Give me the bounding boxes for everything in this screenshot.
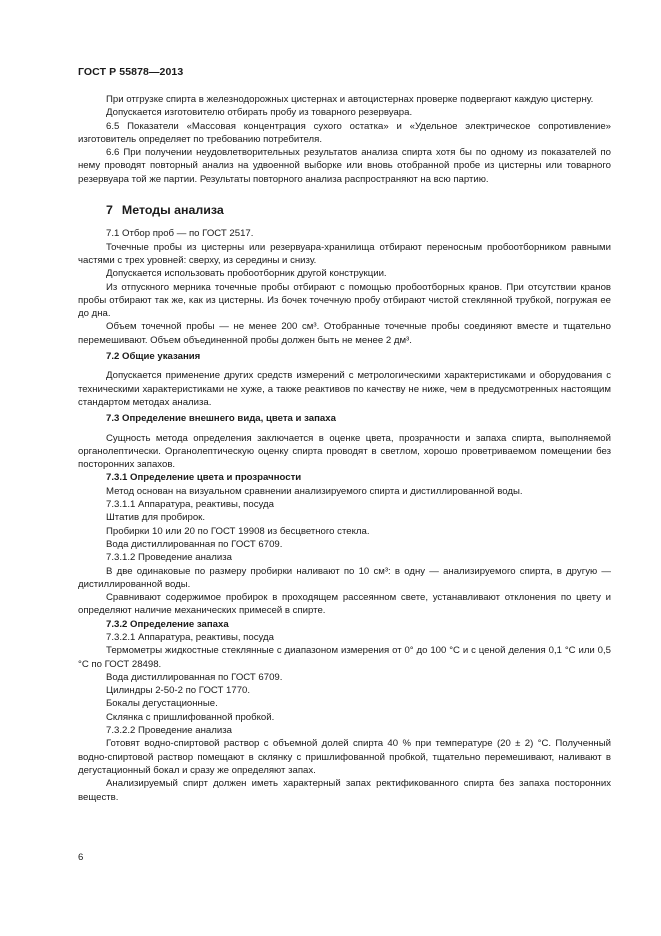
paragraph: Анализируемый спирт должен иметь характерный запах ректификованного спирта без запаха посторонних веществ.	[78, 778, 611, 803]
paragraph: Штатив для пробирок.	[106, 512, 206, 524]
paragraph: Допускается использовать пробоотборник другой конструкции.	[106, 268, 387, 280]
paragraph: Вода дистиллированная по ГОСТ 6709.	[106, 671, 283, 683]
section-heading	[106, 204, 611, 217]
paragraph: 6.5 Показатели «Массовая концентрация сухого остатка» и «Удельное электрическое сопротивление» изготовитель определяет по требованию потребителя.	[78, 120, 611, 145]
paragraph: Точечные пробы из цистерны или резервуара-хранилища отбирают переносным пробоотборником равными частями с трех уровней: сверху, из середины и снизу.	[78, 241, 611, 266]
section-title: Методы анализа	[121, 203, 224, 218]
paragraph: В две одинаковые по размеру пробирки наливают по 10 см³: в одну — анализируемого спирта, в другую — дистиллированной воды.	[78, 565, 611, 590]
paragraph: 7.1 Отбор проб — по ГОСТ 2517.	[106, 228, 254, 240]
section-number: 7	[106, 203, 113, 218]
paragraph: 7.3.2.2 Проведение анализа	[106, 725, 232, 737]
paragraph: 7.3.2.1 Аппаратура, реактивы, посуда	[106, 631, 274, 643]
paragraph: При отгрузке спирта в железнодорожных цистернах и автоцистернах проверке подвергают каждую цистерну.	[106, 94, 594, 105]
document-header: ГОСТ Р 55878—2013	[78, 66, 184, 78]
paragraph: Термометры жидкостные стеклянные с диапазоном измерения от 0° до 100 °С и с ценой деления 0,1 °С или 0,5 °С по ГОСТ 28498.	[78, 645, 611, 670]
subsubsection-heading: 7.3.1 Определение цвета и прозрачности	[106, 472, 302, 484]
paragraph: Бокалы дегустационные.	[106, 698, 218, 710]
paragraph: 7.3.1.2 Проведение анализа	[106, 552, 232, 564]
paragraph: Объем точечной пробы — не менее 200 см³. Отобранные точечные пробы соединяют вместе и тщательно перемешивают. Объем объединенной пробы должен быть не менее 2 дм³.	[78, 321, 611, 346]
paragraph: Сущность метода определения заключается в оценке цвета, прозрачности и запаха спирта, выполняемой органолептически. Органолептическую оценку спирта проводят в светлом, хорошо проветриваемом помещении без посторонних запахов.	[78, 432, 611, 471]
paragraph: Допускается применение других средств измерений с метрологическими характеристиками и оборудования с техническими характеристиками не хуже, а также реактивов по качеству не ниже, чем в предусмотренных настоящим стандартом методах анализа.	[78, 370, 611, 408]
paragraph: 7.3.1.1 Аппаратура, реактивы, посуда	[106, 499, 274, 511]
page-number: 6	[78, 852, 84, 863]
paragraph: Из отпускного мерника точечные пробы отбирают с помощью пробоотборных кранов. При отсутствии кранов пробы отбирают так же, как из цистерны. Из бочек точечную пробу отбирают чистой стеклянной трубкой, погружая ее до дна.	[78, 281, 611, 320]
subsection-heading: 7.2 Общие указания	[106, 351, 201, 363]
paragraph: Допускается изготовителю отбирать пробу из товарного резервуара.	[106, 107, 413, 119]
subsubsection-heading: 7.3.2 Определение запаха	[106, 618, 229, 630]
paragraph: Цилиндры 2-50-2 по ГОСТ 1770.	[106, 685, 251, 697]
document-body	[78, 93, 611, 804]
paragraph: Вода дистиллированная по ГОСТ 6709.	[106, 538, 283, 550]
paragraph: Пробирки 10 или 20 по ГОСТ 19908 из бесцветного стекла.	[106, 525, 370, 537]
paragraph: Склянка с пришлифованной пробкой.	[106, 711, 275, 723]
paragraph: Сравнивают содержимое пробирок в проходящем рассеянном свете, устанавливают отклонения по цвету и определяют наличие механических примесей в спирте.	[78, 592, 611, 617]
subsection-heading: 7.3 Определение внешнего вида, цвета и запаха	[106, 413, 336, 425]
paragraph: 6.6 При получении неудовлетворительных результатов анализа спирта хотя бы по одному из показателей по нему проводят повторный анализ на удвоенной выборке или вновь отобранной пробе из цистерны или товарного резервуара той же партии. Результаты повторного анализа распространяют на всю партию.	[78, 147, 611, 185]
paragraph: Готовят водно-спиртовой раствор с объемной долей спирта 40 % при температуре (20 ± 2) °С. Полученный водно-спиртовой раствор помещают в склянку с пришлифованной пробкой, тщательно перемешивают, наливают в дегустационный бокал и сразу же определяют запах.	[78, 738, 611, 776]
paragraph: Метод основан на визуальном сравнении анализируемого спирта и дистиллированной воды.	[106, 485, 523, 497]
